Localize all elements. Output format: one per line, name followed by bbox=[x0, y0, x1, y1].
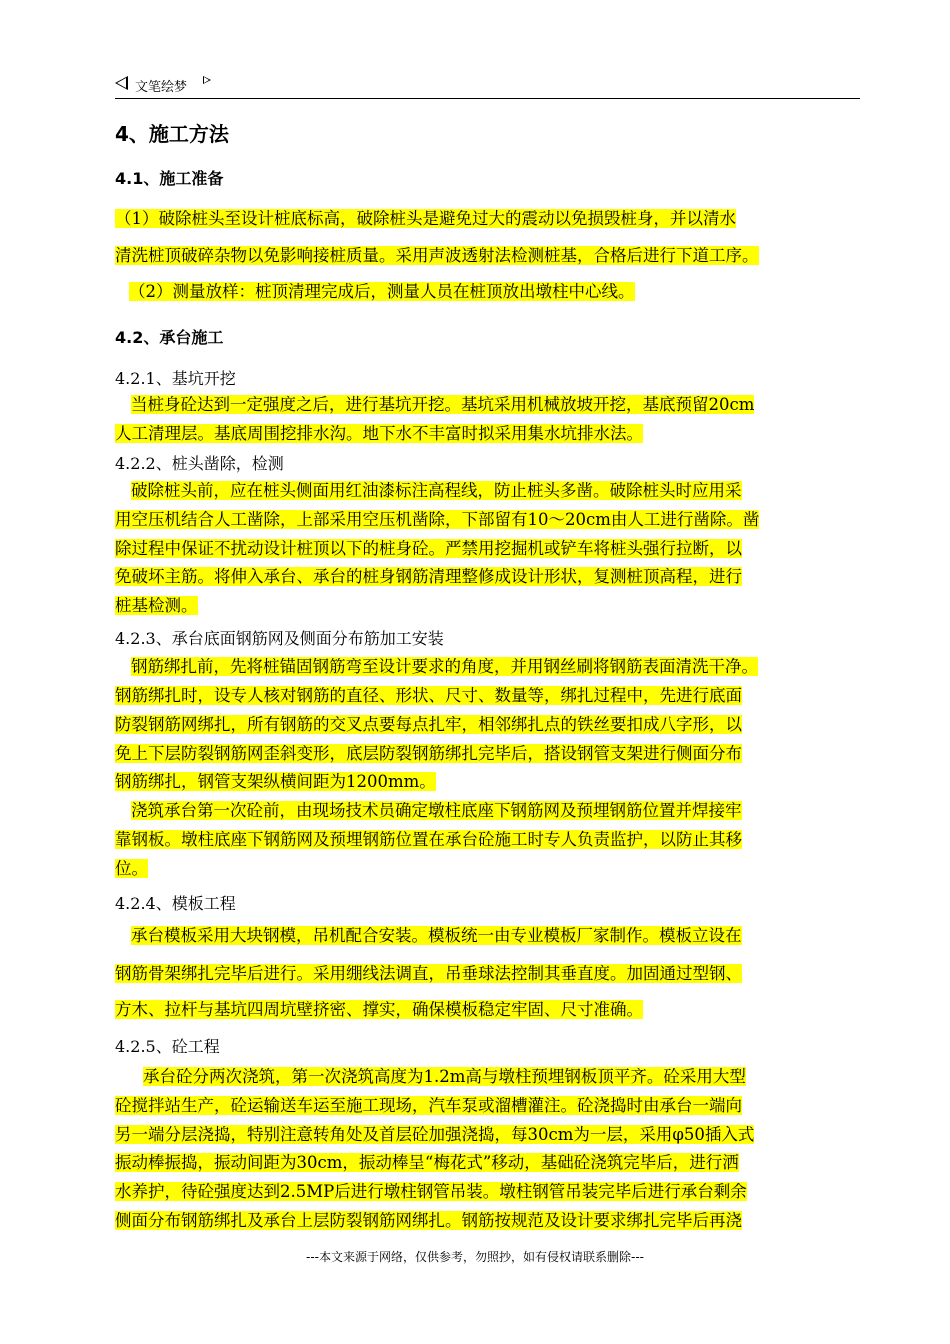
paragraph-line: 砼搅拌站生产，砼运输送车运至施工现场，汽车泵或溜槽灌注。砼浇捣时由承台一端向 bbox=[115, 1096, 742, 1115]
triangle-left-icon bbox=[115, 76, 128, 90]
paragraph-line: 破除桩头前，应在桩头侧面用红油漆标注高程线，防止桩头多凿。破除桩头时应用采 bbox=[131, 481, 742, 500]
paragraph-line: 承台砼分两次浇筑，第一次浇筑高度为1.2m高与墩柱预埋钢板顶平齐。砼采用大型 bbox=[143, 1067, 746, 1086]
paragraph-line: 靠钢板。墩柱底座下钢筋网及预埋钢筋位置在承台砼施工时专人负责监护，以防止其移 bbox=[115, 830, 742, 849]
heading-4-2-1: 4.2.1、基坑开挖 bbox=[115, 369, 236, 388]
paragraph-line: 用空压机结合人工凿除，上部采用空压机凿除，下部留有10～20cm由人工进行凿除。凿 bbox=[115, 510, 760, 529]
paragraph-line: 钢筋绑扎，钢管支架纵横间距为1200mm。 bbox=[115, 772, 436, 791]
header-brand: 文笔绘梦 bbox=[135, 80, 188, 95]
subsection-title-4-2: 4.2、承台施工 bbox=[115, 328, 224, 347]
heading-4-2-3: 4.2.3、承台底面钢筋网及侧面分布筋加工安装 bbox=[115, 629, 444, 648]
heading-4-2-5: 4.2.5、砼工程 bbox=[115, 1037, 220, 1056]
paragraph-line: 桩基检测。 bbox=[115, 596, 198, 615]
paragraph-line: 除过程中保证不扰动设计桩顶以下的桩身砼。严禁用挖掘机或铲车将桩头强行拉断，以 bbox=[115, 539, 742, 558]
paragraph-line: 钢筋绑扎时，设专人核对钢筋的直径、形状、尺寸、数量等，绑扎过程中，先进行底面 bbox=[115, 686, 742, 705]
paragraph-line: 当桩身砼达到一定强度之后，进行基坑开挖。基坑采用机械放坡开挖，基底预留20cm bbox=[131, 395, 755, 414]
paragraph-line: 方木、拉杆与基坑四周坑壁挤密、撑实，确保模板稳定牢固、尺寸准确。 bbox=[115, 1000, 643, 1019]
triangle-right-icon bbox=[203, 76, 211, 84]
heading-4-2-2: 4.2.2、桩头凿除，检测 bbox=[115, 454, 284, 473]
paragraph-line: 免上下层防裂钢筋网歪斜变形，底层防裂钢筋绑扎完毕后，搭设钢管支架进行侧面分布 bbox=[115, 744, 742, 763]
paragraph-line: 另一端分层浇捣，特别注意转角处及首层砼加强浇捣，每30cm为一层，采用φ50插入式 bbox=[115, 1125, 755, 1144]
paragraph-line: 清洗桩顶破碎杂物以免影响接桩质量。采用声波透射法检测桩基，合格后进行下道工序。 bbox=[115, 246, 759, 265]
subsection-title-4-1: 4.1、施工准备 bbox=[115, 169, 224, 188]
paragraph-line: 钢筋绑扎前，先将桩锚固钢筋弯至设计要求的角度，并用钢丝刷将钢筋表面清洗干净。 bbox=[131, 657, 758, 676]
section-title: 4、施工方法 bbox=[115, 122, 229, 146]
heading-4-2-4: 4.2.4、模板工程 bbox=[115, 894, 236, 913]
paragraph-line: 位。 bbox=[115, 859, 148, 878]
paragraph-line: 人工清理层。基底周围挖排水沟。地下水不丰富时拟采用集水坑排水法。 bbox=[115, 424, 643, 443]
paragraph-line: 水养护，待砼强度达到2.5MP后进行墩柱钢管吊装。墩柱钢管吊装完毕后进行承台剩余 bbox=[115, 1182, 747, 1201]
paragraph-line: （1）破除桩头至设计桩底标高，破除桩头是避免过大的震动以免损毁桩身，并以清水 bbox=[115, 209, 736, 228]
paragraph-line: 侧面分布钢筋绑扎及承台上层防裂钢筋网绑扎。钢筋按规范及设计要求绑扎完毕后再浇 bbox=[115, 1211, 742, 1230]
paragraph-line: 承台模板采用大块钢模，吊机配合安装。模板统一由专业模板厂家制作。模板立设在 bbox=[131, 926, 742, 945]
paragraph-line: 防裂钢筋网绑扎，所有钢筋的交叉点要每点扎牢，相邻绑扎点的铁丝要扣成八字形，以 bbox=[115, 715, 742, 734]
page-header bbox=[115, 72, 860, 99]
paragraph-line: 钢筋骨架绑扎完毕后进行。采用绷线法调直，吊垂球法控制其垂直度。加固通过型钢、 bbox=[115, 964, 742, 983]
paragraph-line: 浇筑承台第一次砼前，由现场技术员确定墩柱底座下钢筋网及预埋钢筋位置并焊接牢 bbox=[131, 801, 742, 820]
paragraph-line: 振动棒振捣，振动间距为30cm，振动棒呈“梅花式”移动，基础砼浇筑完毕后，进行洒 bbox=[115, 1153, 739, 1172]
paragraph-line: （2）测量放样：桩顶清理完成后，测量人员在桩顶放出墩柱中心线。 bbox=[129, 282, 635, 301]
page-footer-disclaimer: ---本文来源于网络，仅供参考，勿照抄，如有侵权请联系删除--- bbox=[306, 1250, 644, 1264]
paragraph-line: 免破坏主筋。将伸入承台、承台的桩身钢筋清理整修成设计形状，复测桩顶高程，进行 bbox=[115, 567, 742, 586]
